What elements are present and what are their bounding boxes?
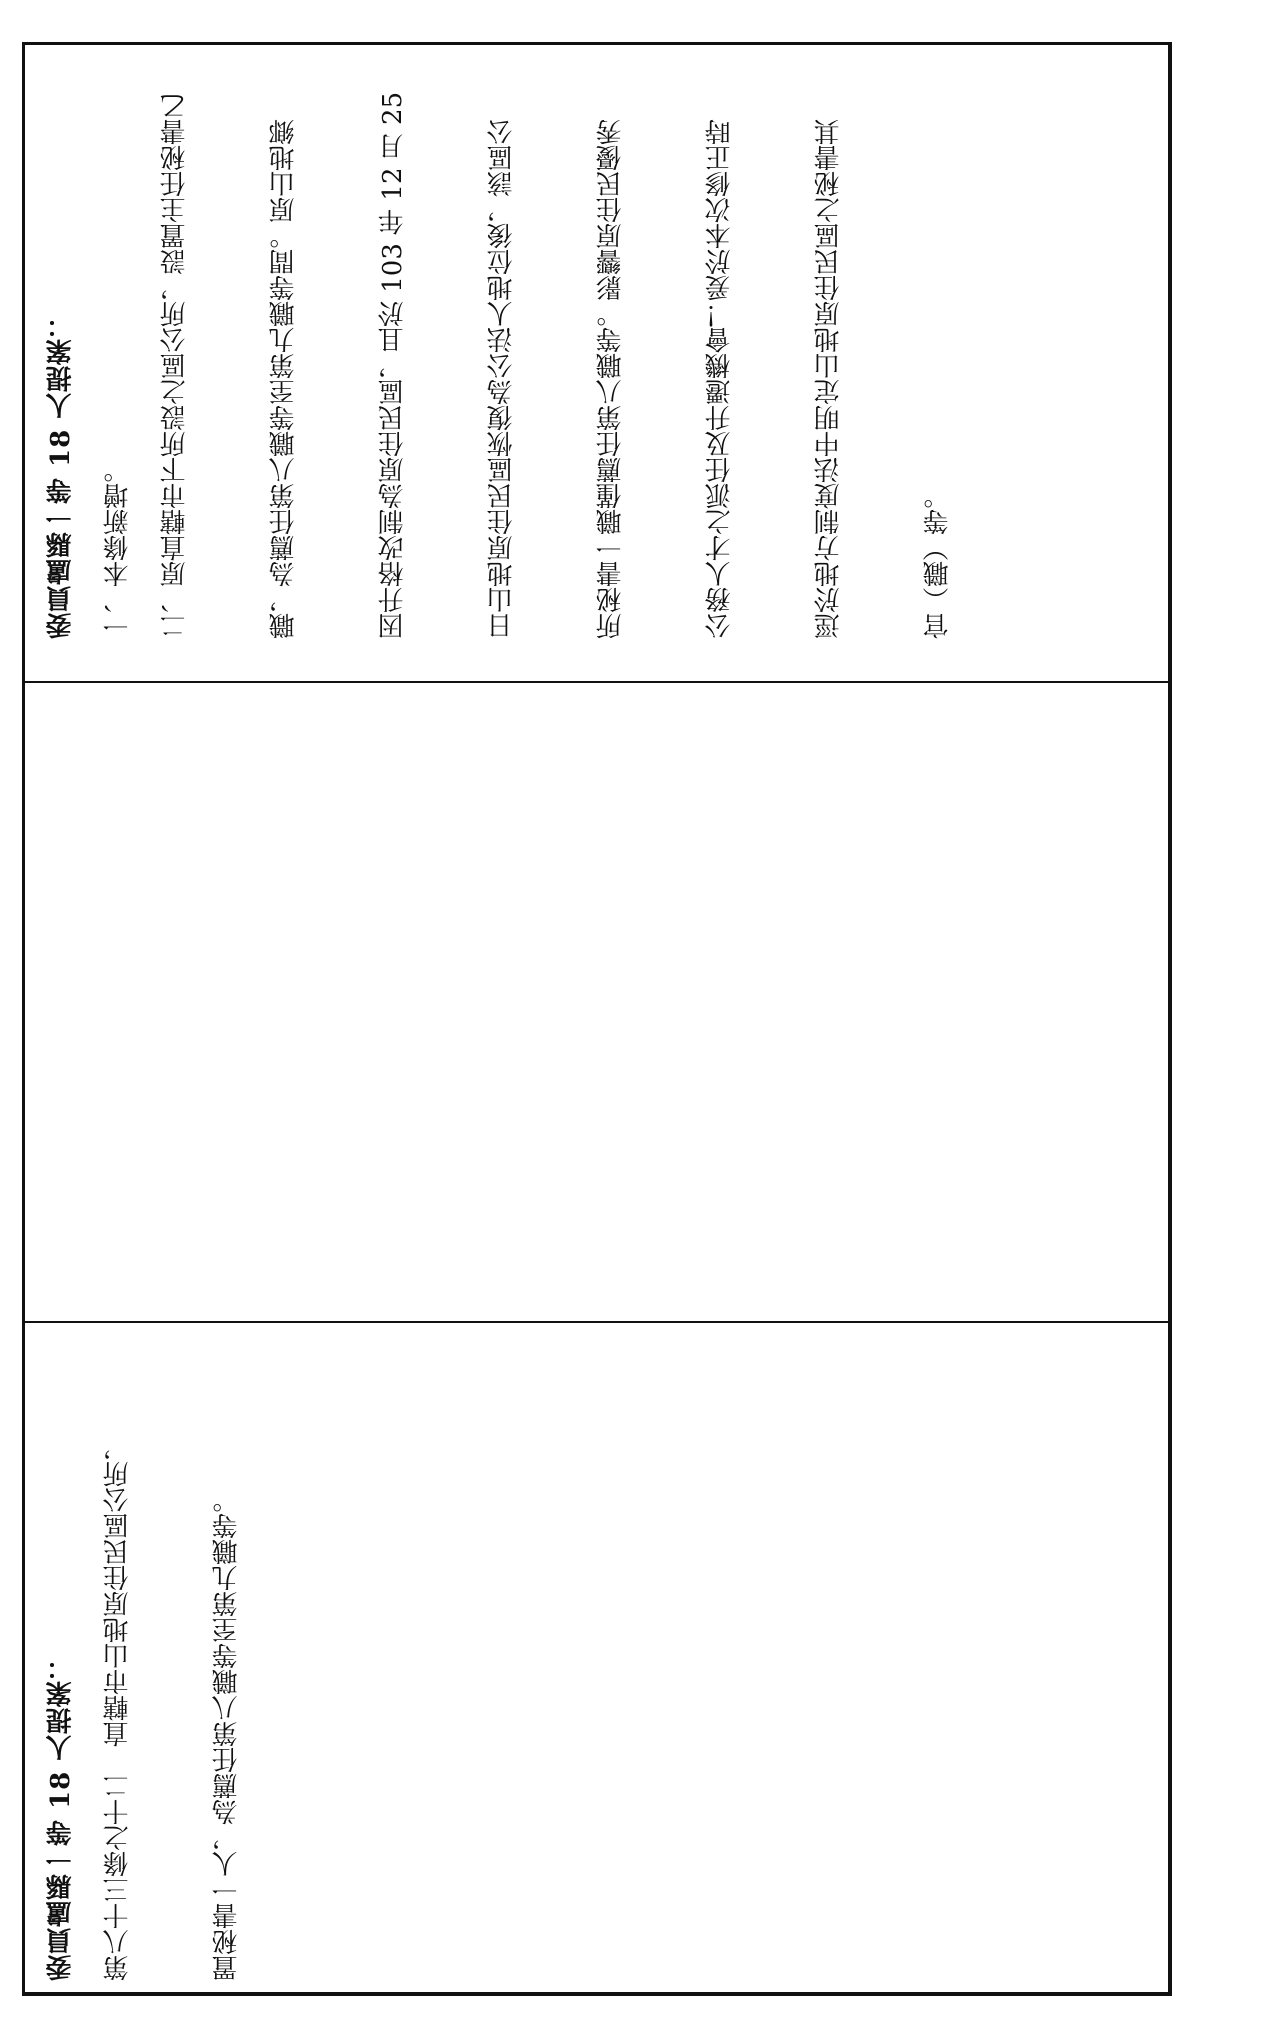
comparison-table — [22, 42, 1172, 1996]
explanation-line: 一、本條新增。 — [103, 457, 133, 639]
current-law-cell — [25, 683, 1168, 1323]
article-cell — [25, 1323, 1168, 1992]
explanation-text — [33, 59, 967, 639]
explanation-line: 職，為薦任第八職等至第九職等間。原山地鄉 — [269, 119, 299, 639]
article-heading: 委員盧縣一等 18 人提案： — [46, 1652, 76, 1981]
explanation-line: 官（職）等。 — [923, 483, 953, 639]
explanation-line: 二、原直轄市下所設之區公所，設置主任秘書乙 — [160, 93, 190, 639]
explanation-line: 所秘書一職僅薦任第八職等。影響原住民優秀 — [596, 119, 626, 639]
explanation-line: 逕於地方制度法中明定山地原住民區之秘書其 — [814, 119, 844, 639]
article-text — [33, 1331, 256, 1981]
article-line: 置秘書一人，為薦任第八職等至第九職等。 — [212, 1487, 242, 1981]
explanation-line: 日山地原住民區恢復為公法人地位後，該區公 — [487, 119, 517, 639]
explanation-cell — [25, 45, 1168, 683]
explanation-line: 因升格改制為原住民區，且於 103 年 12 月 25 — [378, 91, 408, 639]
article-line: 第八十三條之十二 直轄市山地原住民區公所， — [103, 1435, 133, 1981]
explanation-line: 公務人才之派任及升遷機會！爰於本次修正時 — [705, 119, 735, 639]
explanation-heading: 委員盧縣一等 18 人提案： — [46, 310, 76, 639]
